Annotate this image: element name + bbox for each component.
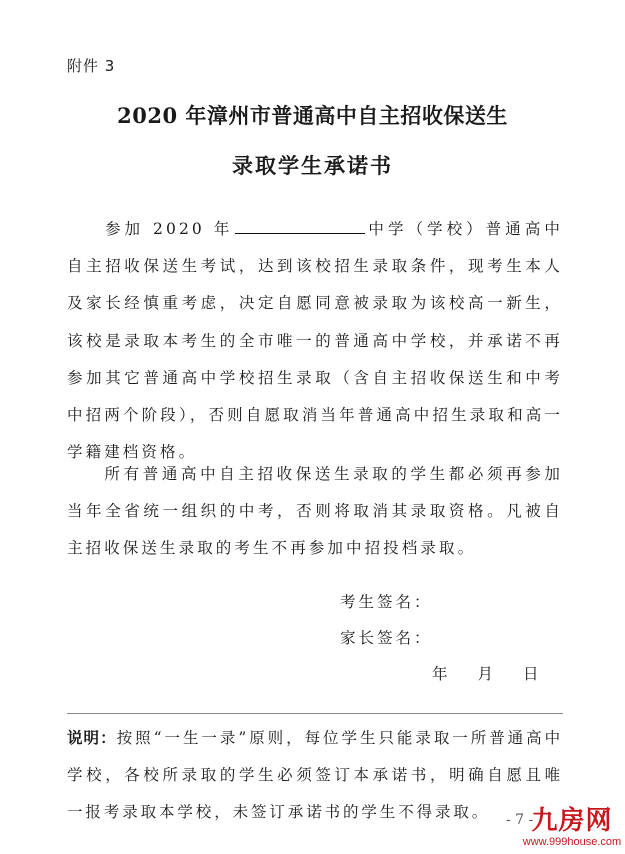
watermark — [522, 806, 622, 848]
date-year: 年 — [432, 665, 448, 683]
page-number: - 7 - — [506, 812, 534, 828]
watermark-logo: 九房网 — [531, 806, 613, 836]
parent-signature-label: 家长签名： — [340, 629, 433, 647]
date-month: 月 — [477, 665, 494, 683]
note-block — [67, 720, 563, 831]
paragraph1-prefix: 参加 2020 年 — [104, 220, 234, 238]
note-label: 说明： — [67, 729, 117, 747]
document-title-line2: 录取学生承诺书 — [232, 153, 393, 178]
date-day: 日 — [523, 665, 539, 683]
commitment-paragraph-2 — [67, 456, 563, 568]
paragraph2-text: 所有普通高中自主招收保送生录取的学生都必须再参加当年全省统一组织的中考，否则将取消其录取资格。凡被自主招收保送生录取的考生不再参加中招投档录取。 — [67, 465, 563, 558]
note-text: 按照“一生一录”原则，每位学生只能录取一所普通高中学校，各校所录取的学生必须签订本承诺书，明确自愿且唯一报考录取本学校，未签订承诺书的学生不得录取。 — [67, 729, 563, 821]
signature-date — [432, 662, 569, 684]
school-name-blank-field[interactable] — [235, 219, 365, 234]
attachment-label: 附件 3 — [67, 57, 116, 75]
commitment-paragraph-1 — [67, 211, 563, 471]
student-signature-label: 考生签名： — [340, 593, 433, 611]
document-title-line1: 2020 年漳州市普通高中自主招收保送生 — [117, 103, 508, 128]
watermark-url: www.999house.com — [522, 836, 622, 848]
paragraph1-text: 中学（学校）普通高中自主招收保送生考试，达到该校招生录取条件，现考生本人及家长经慎重考虑，决定自愿同意被录取为该校高一新生，该校是录取本考生的全市唯一的普通高中学校，并承诺不再参加其它普通高中学校招生录取（含自主招收保送生和中考中招两个阶段），否则自愿取消当年普通高中招生录取和高一学籍建档资格。 — [67, 220, 563, 462]
note-divider — [67, 713, 563, 714]
